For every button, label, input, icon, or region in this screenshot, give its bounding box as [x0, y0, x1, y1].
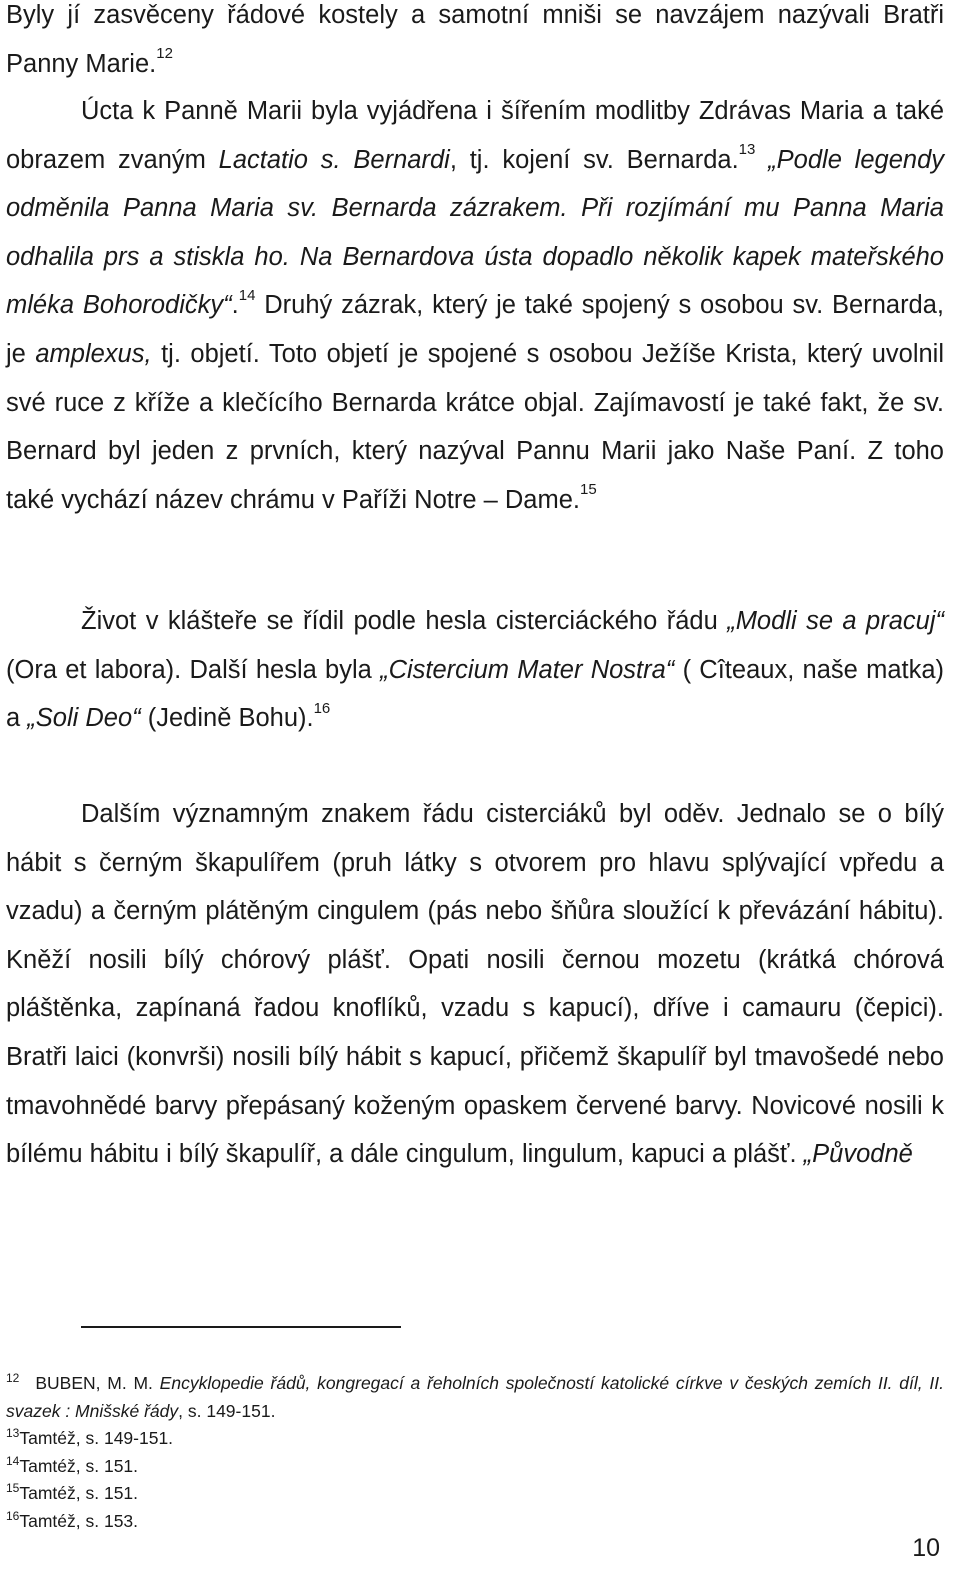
italic-text: „Cistercium Mater Nostra“: [380, 655, 675, 684]
text-run: Život v klášteře se řídil podle hesla cisterciáckého řádu: [81, 607, 728, 635]
footnote-16: [6, 1508, 944, 1536]
footnote-13: [6, 1425, 944, 1453]
italic-text: „Podle legendy odměnila Panna Maria sv. Bernarda zázrakem. Při rozjímání mu Panna Maria odhalila prs a stiskla ho. Na Bernardova ústa dopadlo několik kapek mateřského mléka Bohorodičky“: [6, 145, 945, 320]
footnote-reference: 14: [238, 286, 256, 304]
text-run: BUBEN, M. M.: [35, 1373, 160, 1393]
paragraph-3: [6, 597, 944, 743]
text-run: , tj. kojení sv. Bernarda.: [449, 145, 739, 174]
text-run: Tamtéž, s. 151.: [19, 1483, 139, 1503]
footnote-reference: 13: [738, 141, 756, 159]
footnote-number: 16: [6, 1508, 20, 1523]
page-number: 10: [912, 1534, 940, 1562]
footnote-number: 13: [6, 1426, 20, 1441]
text-run: .: [231, 291, 239, 320]
footnote-number: 12: [6, 1371, 20, 1386]
paragraph-4: [6, 790, 944, 1179]
footnote-15: [6, 1480, 944, 1508]
text-run: Dalším významným znakem řádu cisterciáků byl oděv. Jednalo se o bílý hábit s černým škapulířem (pruh látky s otvorem pro hlavu splývající vpředu a vzadu) a černým plátěným cingulem (pás nebo šňůra sloužící k převázání hábitu). Kněží nosili bílý chórový plášť. Opati nosili černou mozetu (krátká chórová pláštěnka, zapínaná řadou knoflíků, vzadu s kapucí), dříve i camauru (čepici). Bratři laici (konvrši) nosili bílý hábit s kapucí, přičemž škapulíř byl tmavošedé nebo tmavohnědé barvy přepásaný koženým opaskem červené barvy. Novicové nosili k bílému hábitu i bílý škapulíř, a dále cingulum, lingulum, kapuci a plášť.: [6, 800, 944, 1169]
footnote-12: [6, 1370, 944, 1425]
footnote-reference: 16: [313, 699, 331, 717]
text-run: Tamtéž, s. 151.: [19, 1455, 139, 1476]
footnote-separator: [81, 1326, 401, 1328]
footnote-14: [6, 1453, 944, 1481]
italic-text: Encyklopedie řádů, kongregací a řeholních společností katolické církve v českých zemích II. díl, II. svazek : Mnišské řády: [6, 1373, 944, 1421]
italic-text: „Původně: [803, 1140, 913, 1169]
footnote-reference: 12: [156, 45, 173, 63]
text-run: Byly jí zasvěceny řádové kostely a samotní mniši se navzájem nazývali Bratři Panny Marie.: [6, 1, 944, 78]
text-run: ( Cîteaux, naše matka) a: [6, 655, 945, 733]
text-run: Druhý zázrak, který je také spojený s osobou sv. Bernarda, je: [6, 291, 945, 368]
text-run: (Ora et labora). Další hesla byla: [6, 655, 381, 684]
text-run: , s. 149-151.: [178, 1400, 276, 1421]
paragraph-2: [6, 87, 944, 524]
italic-text: Lactatio s. Bernardi: [218, 145, 450, 174]
footnotes: [6, 1370, 944, 1535]
text-run: (Jedině Bohu).: [140, 704, 314, 733]
footnote-number: 15: [6, 1481, 20, 1496]
text-run: Úcta k Panně Marii byla vyjádřena i šířením modlitby Zdrávas Maria a také obrazem zvaným: [6, 97, 944, 174]
text-run: Tamtéž, s. 153.: [19, 1510, 139, 1531]
footnote-reference: 15: [579, 481, 597, 499]
text-run: tj. objetí. Toto objetí je spojené s osobou Ježíše Krista, který uvolnil své ruce z kříže a klečícího Bernarda krátce objal. Zajímavostí je také fakt, že sv. Bernard byl jeden z prvních, který nazýval Pannu Marii jako Naše Paní. Z toho také vychází název chrámu v Paříži Notre – Dame.: [6, 339, 944, 514]
italic-text: „Soli Deo“: [27, 704, 141, 733]
italic-text: amplexus,: [35, 339, 152, 368]
paragraph-1: [6, 0, 944, 88]
italic-text: „Modli se a pracuj“: [727, 607, 944, 635]
footnote-number: 14: [6, 1453, 20, 1468]
text-run: Tamtéž, s. 149-151.: [19, 1428, 174, 1448]
text-run: [755, 146, 768, 174]
